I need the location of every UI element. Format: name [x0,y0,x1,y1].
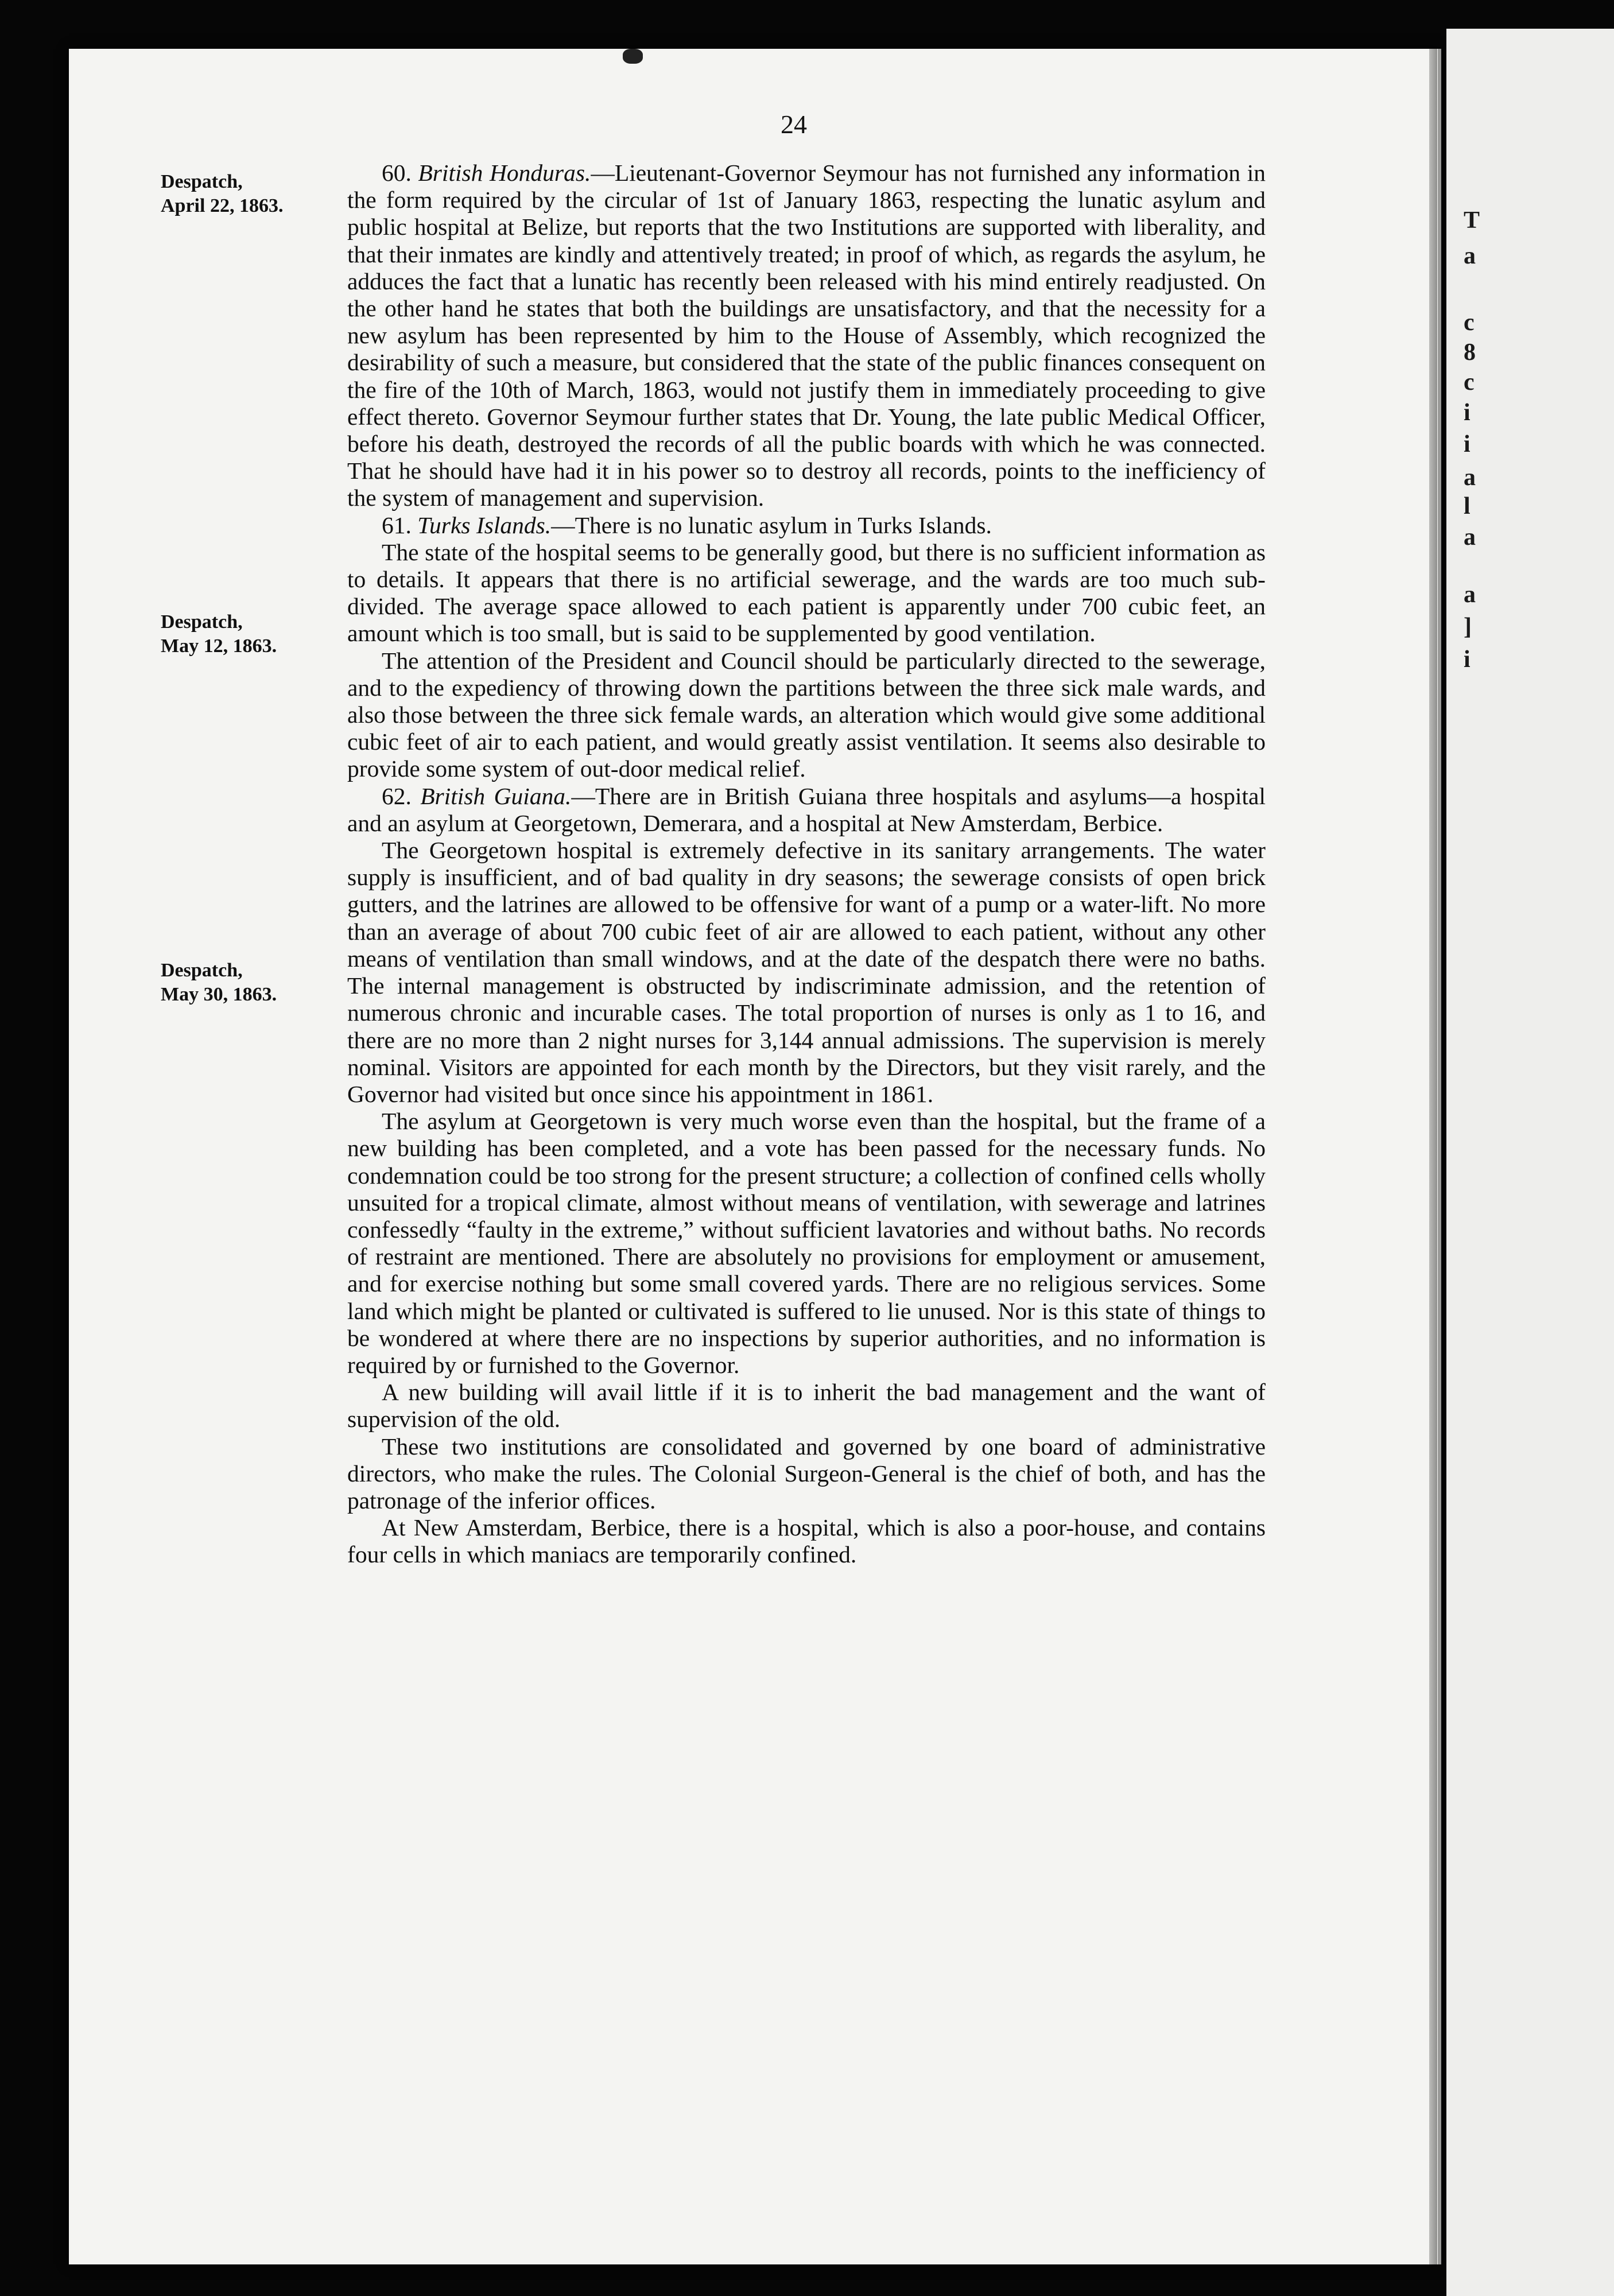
marginal-note-label: Despatch, [161,611,243,633]
paragraph: The Georgetown hospital is extremely defective in its sanitary arrangements. The water supply is insufficient, and of bad quality in dry seasons; the sewerage consists of open brick gutters, and the latrines are allowed to be offensive for want of a pump or a water-lift. No more than an average of about 700 cubic feet of air are allowed to each patient, without any other means of ventilation than small windows, and at the date of the despatch there were no baths. The internal management is obstructed by indiscriminate admission, and the retention of numerous chronic and incurable cases. The total proportion of nurses is only as 1 to 16, and there are no more than 2 night nurses for 3,144 annual admissions. The supervision is merely nominal. Visitors are appointed for each month by the Directors, but they visit rarely, and the Governor had visited but once since his appointment in 1861. [347,837,1266,1107]
paragraph-heading: Turks Islands. [417,511,552,538]
paragraph-62 [347,783,1266,837]
paragraph-text: —There is no lunatic asylum in Turks Islands. [551,511,992,538]
marginal-note-date: May 12, 1863. [161,635,277,657]
adjacent-letter: a [1464,581,1476,608]
marginal-note-date: May 30, 1863. [161,984,277,1005]
body-text [347,160,1266,1569]
paragraph: The asylum at Georgetown is very much worse even than the hospital, but the frame of a new building has been completed, and a vote has been passed for the necessary funds. No condemnation could be too strong for the present structure; a collection of confined cells wholly unsuited for a tropical climate, almost without means of ventilation, with sewerage and latrines confessedly “faulty in the extreme,” without sufficient lavatories and without baths. No records of restraint are mentioned. There are absolutely no provisions for employment or amusement, and for exercise nothing but some small covered yards. There are no religious services. Some land which might be planted or cultivated is suffered to lie unused. Nor is this state of things to be wondered at where there are no inspections by superior authorities, and no information is required by or furnished to the Governor. [347,1108,1266,1378]
page-number: 24 [781,110,807,139]
marginal-note [161,170,283,218]
marginal-note-date: April 22, 1863. [161,195,284,216]
marginal-note-label: Despatch, [161,960,243,981]
adjacent-letter: a [1464,464,1476,491]
adjacent-letter: ] [1464,614,1472,640]
paragraph: At New Amsterdam, Berbice, there is a hospital, which is also a poor-house, and contains four cells in which maniacs are temporarily confined. [347,1514,1266,1568]
adjacent-letter: a [1464,243,1476,269]
adjacent-letter: i [1464,646,1471,673]
adjacent-letter: i [1464,400,1471,426]
paragraph-heading: British Honduras. [418,160,591,186]
paragraph: These two institutions are consolidated and governed by one board of administrative directors, who make the rules. The Colonial Surgeon-General is the chief of both, and has the patronage of the inferior offices. [347,1433,1266,1514]
adjacent-letter: c [1464,369,1475,395]
marginal-note [161,959,277,1007]
adjacent-letter: 8 [1464,339,1476,366]
paragraph-number: 60. [382,160,412,186]
paragraph-text: —Lieutenant-Governor Seymour has not furnished any information in the form required by the circular of 1st of January 1863, respecting the lunatic asylum and public hospital at Belize, but reports that the two Institutions are supported with liberality, and that their inmates are kindly and attentively treated; in proof of which, as regards the asylum, he adduces the fact that a lunatic has recently been released with his mind entirely readjusted. On the other hand he states that both the buildings are unsatisfactory, and that the necessity for a new asylum has been represented by him to the House of Assembly, which recognized the desirability of such a measure, but considered that the state of the public finances consequent on the fire of the 10th of March, 1863, would not justify them in immediately proceeding to give effect thereto. Governor Seymour further states that Dr. Young, the late public Medical Officer, before his death, destroyed the records of all the public boards with which he was connected. That he should have had it in his power so to destroy all records, points to the inefficiency of the system of management and supervision. [347,160,1266,511]
paragraph-61 [347,512,1266,539]
marginal-note [161,610,277,658]
adjacent-letter: i [1464,431,1471,457]
paragraph-60 [347,160,1266,512]
paragraph-number: 62. [382,782,412,809]
page-fold [1429,49,1437,2264]
adjacent-letter: T [1464,207,1480,234]
paragraph-number: 61. [382,511,412,538]
paragraph: The state of the hospital seems to be generally good, but there is no sufficient information as to details. It appears that there is no artificial sewerage, and the wards are too much sub-divided. The average space allowed to each patient is apparently under 700 cubic feet, an amount which is too small, but is said to be supplemented by good ventilation. [347,538,1266,647]
adjacent-letter: c [1464,309,1475,336]
adjacent-letter: l [1464,493,1471,519]
paragraph-text: —There are in British Guiana three hospitals and asylums—a hospital and an asylum at Georgetown, Demerara, and a hospital at New Amsterdam, Berbice. [347,782,1266,836]
marginal-note-label: Despatch, [161,171,243,192]
paragraph: The attention of the President and Council should be particularly directed to the sewerage, and to the expediency of throwing down the partitions between the three sick male wards, and also those between the three sick female wards, an alteration which would give some additional cubic feet of air to each patient, and would greatly assist ventilation. It seems also desirable to provide some system of out-door medical relief. [347,647,1266,782]
adjacent-letter: a [1464,524,1476,550]
paragraph-heading: British Guiana. [420,782,572,809]
adjacent-page [1446,29,1614,2296]
ink-blot [623,49,643,64]
paragraph: A new building will avail little if it is to inherit the bad management and the want of supervision of the old. [347,1379,1266,1433]
